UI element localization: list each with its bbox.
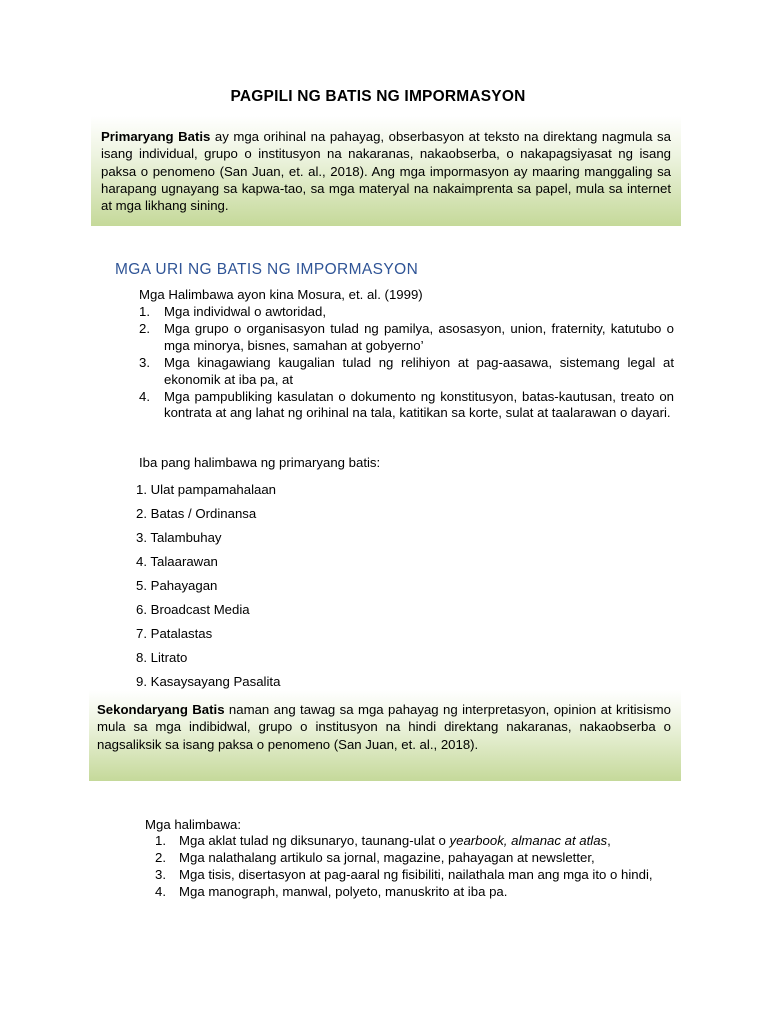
secondary-term: Sekondaryang Batis xyxy=(97,702,225,717)
other-examples-intro: Iba pang halimbawa ng primaryang batis: xyxy=(139,455,381,470)
secondary-examples-intro: Mga halimbawa: xyxy=(145,817,242,832)
list-item: 1. Mga individwal o awtoridad, xyxy=(139,304,326,319)
list-item: 4. Mga manograph, manwal, polyeto, manuskrito at iba pa. xyxy=(155,883,508,899)
examples-intro: Mga Halimbawa ayon kina Mosura, et. al. (1999) xyxy=(139,287,423,302)
primary-definition xyxy=(101,128,671,214)
list-item: 4. Mga pampubliking kasulatan o dokumento ng konstitusyon, batas-kautusan, treato on kontrata at ang lahat ng orihinal na tala, katitikan sa korte, sulat at taalarawan o dayari. xyxy=(139,388,674,421)
secondary-examples-list xyxy=(155,833,715,901)
examples-list xyxy=(139,304,674,422)
list-item: 7. Patalastas xyxy=(136,626,213,641)
section-heading: MGA URI NG BATIS NG IMPORMASYON xyxy=(115,261,419,278)
secondary-definition xyxy=(97,701,671,753)
list-item: 4. Talaarawan xyxy=(136,554,218,569)
list-item: 3. Talambuhay xyxy=(136,530,222,545)
primary-text: ay mga orihinal na pahayag, obserbasyon at teksto na direktang nagmula sa isang individual, grupo o institusyon na nakaranas, nakaobserba, o nakapagsiyasat ng isang paksa o penomeno (San Juan, et. al., 2018). Ang mga impormasyon ay maaring manggaling sa harapang ugnayang sa kapwa-tao, sa mga materyal na nakaimprenta sa papel, mula sa internet at mga likhang sining. xyxy=(101,129,671,214)
other-examples-list xyxy=(136,481,280,697)
primary-term: Primaryang Batis xyxy=(101,129,211,144)
list-item: 1. Mga aklat tulad ng diksunaryo, taunang-ulat o yearbook, almanac at atlas, xyxy=(155,833,611,848)
list-item: 1. Ulat pampamahalaan xyxy=(136,482,277,497)
list-item: 8. Litrato xyxy=(136,650,188,665)
list-item: 2. Batas / Ordinansa xyxy=(136,506,257,521)
secondary-text: naman ang tawag sa mga pahayag ng interpretasyon, opinion at kritisismo mula sa mga indibidwal, grupo o institusyon na hindi direktang nakaranas, nakaobserba o nagsaliksik sa isang paksa o penomeno (San Juan, et. al., 2018). xyxy=(97,702,671,752)
list-item: 6. Broadcast Media xyxy=(136,602,250,617)
list-item: 3. Mga kinagawiang kaugalian tulad ng relihiyon at pag-aasawa, sistemang legal at ekonomik at iba pa, at xyxy=(139,354,674,387)
list-item: 9. Kasaysayang Pasalita xyxy=(136,674,281,689)
list-item: 2. Mga grupo o organisasyon tulad ng pamilya, asosasyon, union, fraternity, katutubo o mga minorya, bisnes, samahan at gobyerno’ xyxy=(139,320,674,353)
list-item: 2. Mga nalathalang artikulo sa jornal, magazine, pahayagan at newsletter, xyxy=(155,849,595,865)
page-title: PAGPILI NG BATIS NG IMPORMASYON xyxy=(230,88,526,105)
list-item: 3. Mga tisis, disertasyon at pag-aaral ng fisibiliti, nailathala man ang mga ito o hindi, xyxy=(155,866,653,882)
list-item: 5. Pahayagan xyxy=(136,578,218,593)
